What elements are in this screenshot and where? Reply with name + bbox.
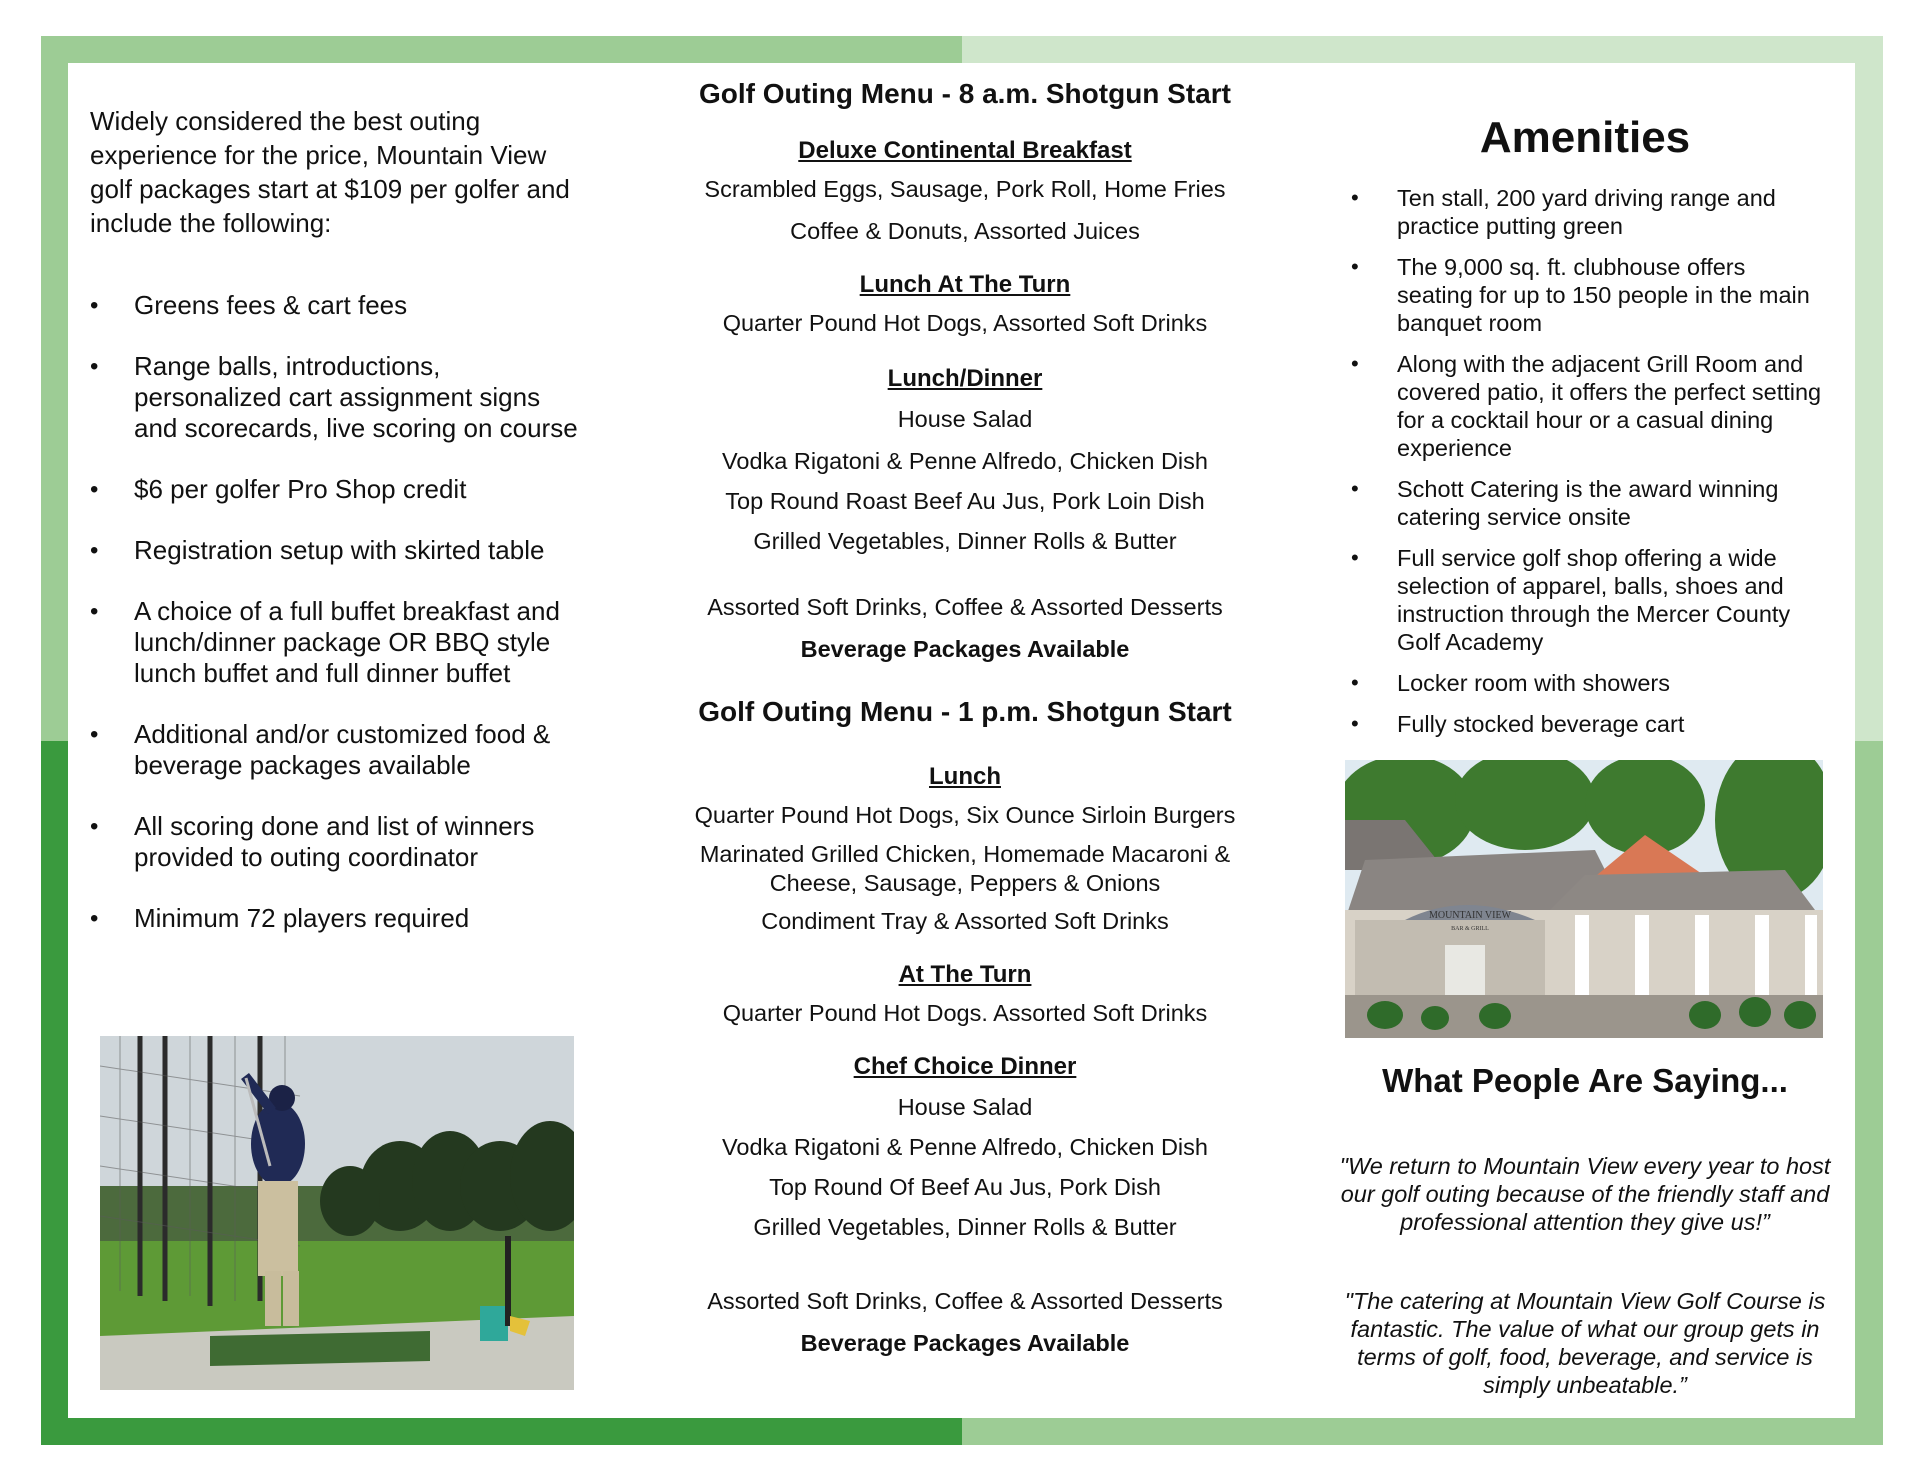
menu-line: Grilled Vegetables, Dinner Rolls & Butter bbox=[753, 1214, 1177, 1240]
testimonial-quote: "The catering at Mountain View Golf Course is fantastic. The value of what our group gets in terms of golf, food, beverage, and service is simply unbeatable.” bbox=[1344, 1288, 1826, 1398]
beverage-packages-afternoon: Beverage Packages Available bbox=[800, 1330, 1130, 1356]
chef-dinner-heading: Chef Choice Dinner bbox=[853, 1053, 1077, 1080]
feature-item: • $6 per golfer Pro Shop credit bbox=[90, 474, 590, 505]
turn-heading-morning: Lunch At The Turn bbox=[859, 271, 1071, 298]
testimonials-title: What People Are Saying... bbox=[1382, 1062, 1788, 1099]
testimonial-quote: "We return to Mountain View every year to host our golf outing because of the friendly staff and professional attention they give us!” bbox=[1339, 1153, 1831, 1235]
amenities-list bbox=[1345, 184, 1825, 738]
menu-line: Assorted Soft Drinks, Coffee & Assorted Desserts bbox=[707, 1288, 1223, 1314]
menu-line: Vodka Rigatoni & Penne Alfredo, Chicken Dish bbox=[722, 1134, 1208, 1160]
clubhouse-sign: MOUNTAIN VIEW bbox=[1428, 910, 1512, 921]
menu-line: Marinated Grilled Chicken, Homemade Macaroni & Cheese, Sausage, Peppers & Onions bbox=[699, 841, 1231, 896]
clubhouse-photo bbox=[1345, 760, 1823, 1038]
breakfast-heading: Deluxe Continental Breakfast bbox=[798, 137, 1132, 164]
menu-line: Assorted Soft Drinks, Coffee & Assorted Desserts bbox=[707, 594, 1223, 620]
amenity-item: • Schott Catering is the award winning catering service onsite bbox=[1345, 475, 1825, 531]
feature-item: • Greens fees & cart fees bbox=[90, 290, 590, 321]
menu-line: House Salad bbox=[897, 1094, 1033, 1120]
menu-title-morning: Golf Outing Menu - 8 a.m. Shotgun Start bbox=[699, 78, 1231, 109]
package-features-list bbox=[90, 290, 590, 934]
turn-heading-afternoon: At The Turn bbox=[898, 961, 1032, 988]
amenities-title: Amenities bbox=[1479, 113, 1691, 162]
packages-intro: Widely considered the best outing experience for the price, Mountain View golf packages start at $109 per golfer and include the following: bbox=[90, 106, 570, 238]
feature-item: • Range balls, introductions, personalized cart assignment signs and scorecards, live scoring on course bbox=[90, 351, 590, 444]
menu-line: Quarter Pound Hot Dogs. Assorted Soft Drinks bbox=[722, 1000, 1208, 1026]
lunch-dinner-heading: Lunch/Dinner bbox=[887, 365, 1043, 392]
packages-column bbox=[90, 104, 590, 964]
feature-item: • All scoring done and list of winners provided to outing coordinator bbox=[90, 811, 590, 873]
menu-line: Quarter Pound Hot Dogs, Assorted Soft Drinks bbox=[722, 310, 1208, 336]
amenity-item: • Locker room with showers bbox=[1345, 669, 1825, 697]
amenity-item: • The 9,000 sq. ft. clubhouse offers seating for up to 150 people in the main banquet room bbox=[1345, 253, 1825, 337]
feature-item: • A choice of a full buffet breakfast and lunch/dinner package OR BBQ style lunch buffet and full dinner buffet bbox=[90, 596, 590, 689]
golfer-photo bbox=[100, 1036, 574, 1390]
amenities-column bbox=[1345, 110, 1825, 751]
menu-line: Coffee & Donuts, Assorted Juices bbox=[790, 218, 1140, 244]
menu-line: Scrambled Eggs, Sausage, Pork Roll, Home Fries bbox=[704, 176, 1226, 202]
menu-line: Vodka Rigatoni & Penne Alfredo, Chicken Dish bbox=[722, 448, 1208, 474]
amenity-item: • Along with the adjacent Grill Room and covered patio, it offers the perfect setting for a cocktail hour or a casual dining experience bbox=[1345, 350, 1825, 462]
menu-line: Quarter Pound Hot Dogs, Six Ounce Sirloin Burgers bbox=[694, 802, 1236, 828]
feature-item: • Registration setup with skirted table bbox=[90, 535, 590, 566]
menu-title-afternoon: Golf Outing Menu - 1 p.m. Shotgun Start bbox=[698, 696, 1232, 727]
menu-line: House Salad bbox=[897, 406, 1033, 432]
menu-column bbox=[660, 74, 1270, 1358]
amenity-item: • Ten stall, 200 yard driving range and practice putting green bbox=[1345, 184, 1825, 240]
menu-line: Top Round Roast Beef Au Jus, Pork Loin Dish bbox=[725, 488, 1205, 514]
menu-line: Condiment Tray & Assorted Soft Drinks bbox=[761, 908, 1169, 934]
amenity-item: • Full service golf shop offering a wide selection of apparel, balls, shoes and instruction through the Mercer County Golf Academy bbox=[1345, 544, 1825, 656]
feature-item: • Additional and/or customized food & beverage packages available bbox=[90, 719, 590, 781]
clubhouse-illustration bbox=[1345, 760, 1823, 1038]
golfer-illustration bbox=[100, 1036, 574, 1390]
menu-line: Top Round Of Beef Au Jus, Pork Dish bbox=[769, 1174, 1161, 1200]
clubhouse-sign-sub: BAR & GRILL bbox=[1451, 926, 1489, 932]
menu-line: Grilled Vegetables, Dinner Rolls & Butter bbox=[753, 528, 1177, 554]
beverage-packages-morning: Beverage Packages Available bbox=[800, 636, 1130, 662]
amenity-item: • Fully stocked beverage cart bbox=[1345, 710, 1825, 738]
feature-item: • Minimum 72 players required bbox=[90, 903, 590, 934]
lunch-heading: Lunch bbox=[929, 763, 1001, 790]
